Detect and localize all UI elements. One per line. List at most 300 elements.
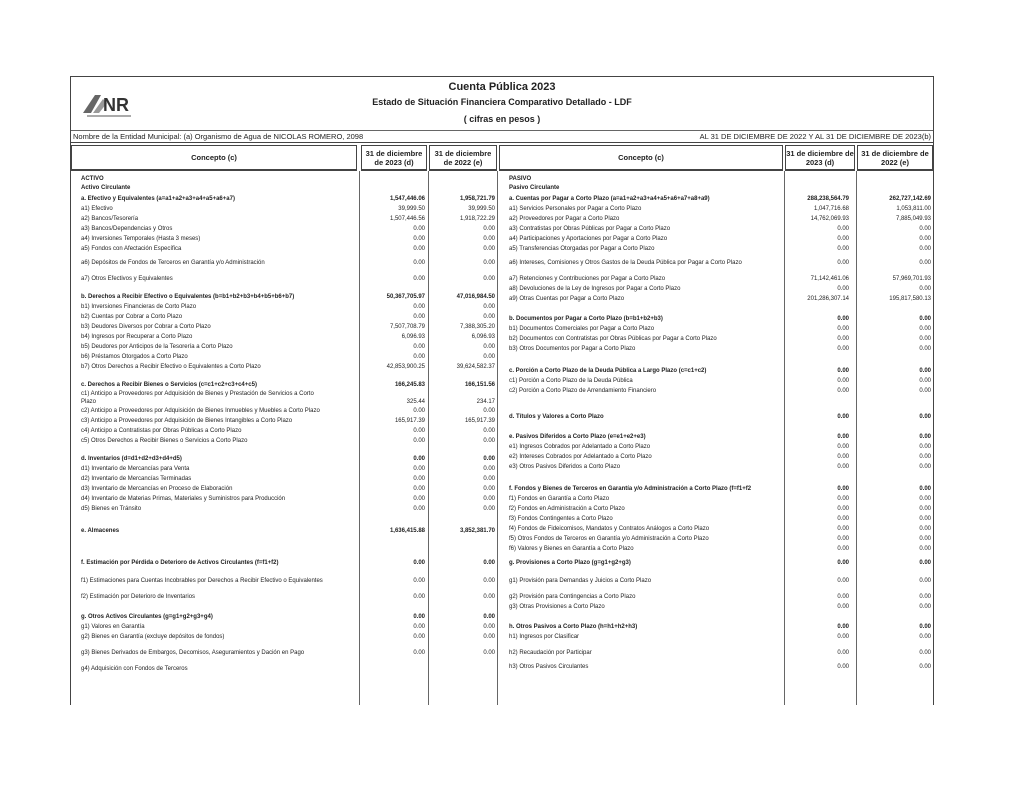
report-title: Cuenta Pública 2023: [448, 81, 556, 93]
value-2023: 0.00: [413, 236, 425, 242]
left-table-row: [81, 245, 495, 254]
value-2022: 0.00: [919, 506, 931, 512]
value-2022: 0.00: [919, 634, 931, 640]
concept-label: g1) Provisión para Demandas y Juicios a Corto Plazo: [509, 578, 652, 584]
right-table-row: [509, 663, 931, 672]
left-table-row: [81, 577, 495, 586]
right-table-row: [509, 577, 931, 586]
value-2023: 288,238,564.79: [807, 196, 849, 202]
left-table-row: [81, 613, 495, 622]
value-2023: 0.00: [837, 560, 849, 566]
value-2022: 234.17: [476, 399, 495, 405]
report-period: AL 31 DE DICIEMBRE DE 2022 Y AL 31 DE DICIEMBRE DE 2023(b): [699, 132, 931, 141]
right-table-row: [509, 453, 931, 462]
value-2022: 0.00: [919, 336, 931, 342]
concept-label: g. Provisiones a Corto Plazo (g=g1+g2+g3): [509, 560, 631, 566]
value-2023: 0.00: [413, 506, 425, 512]
concept-label: a5) Transferencias Otorgadas por Pagar a Corto Plazo: [509, 246, 655, 252]
value-2023: 0.00: [413, 438, 425, 444]
value-2023: 0.00: [837, 226, 849, 232]
value-2022: 0.00: [919, 536, 931, 542]
right-table-row: [509, 215, 931, 224]
right-table-row: [509, 633, 931, 642]
right-table-row: [509, 184, 931, 193]
value-2023: 1,547,446.06: [389, 196, 425, 202]
value-2022: 0.00: [919, 246, 931, 252]
right-table-row: [509, 505, 931, 514]
right-table-row: [509, 367, 931, 376]
value-2023: 42,853,900.25: [386, 364, 425, 370]
concept-label: a7) Otros Efectivos y Equivalentes: [81, 276, 173, 282]
value-2023: 71,142,461.06: [810, 276, 849, 282]
right-table-row: [509, 275, 931, 284]
left-table-row: [81, 485, 495, 494]
value-2022: 0.00: [483, 236, 495, 242]
value-2022: 0.00: [919, 526, 931, 532]
concept-label: c3) Anticipo a Proveedores por Adquisición de Bienes Intangibles a Corto Plazo: [81, 418, 293, 424]
left-table-row: [81, 275, 495, 284]
concept-label: d. Títulos y Valores a Corto Plazo: [509, 414, 604, 420]
value-2022: 47,016,984.50: [456, 294, 495, 300]
value-2023: 0.00: [413, 486, 425, 492]
concept-label: b2) Documentos con Contratistas por Obras Públicas por Pagar a Corto Plazo: [509, 336, 717, 342]
value-2022: 0.00: [919, 454, 931, 460]
value-2023: 0.00: [837, 624, 849, 630]
concept-label: f3) Fondos Contingentes a Corto Plazo: [509, 516, 613, 522]
value-2023: 50,367,705.97: [386, 294, 425, 300]
concept-label: c1) Porción a Corto Plazo de la Deuda Pública: [509, 378, 633, 384]
value-2022: 0.00: [919, 226, 931, 232]
concept-label: b2) Cuentas por Cobrar a Corto Plazo: [81, 314, 183, 320]
right-table-row: [509, 225, 931, 234]
right-table-row: [509, 593, 931, 602]
value-2022: 0.00: [483, 428, 495, 434]
value-2022: 1,918,722.29: [459, 216, 495, 222]
concept-label: Activo Circulante: [81, 185, 131, 191]
left-table-row: [81, 407, 495, 416]
right-table-row: [509, 485, 931, 494]
value-2023: 0.00: [413, 456, 425, 462]
concept-label: h2) Recaudación por Participar: [509, 650, 592, 656]
concept-label: d3) Inventario de Mercancías en Proceso de Elaboración: [81, 486, 233, 492]
concept-label: a8) Devoluciones de la Ley de Ingresos por Pagar a Corto Plazo: [509, 286, 681, 292]
left-table-row: [81, 465, 495, 474]
value-2023: 0.00: [413, 344, 425, 350]
value-2022: 6,096.93: [471, 334, 495, 340]
value-2023: 0.00: [837, 486, 849, 492]
value-2022: 0.00: [919, 464, 931, 470]
concept-label: e2) Intereses Cobrados por Adelantado a Corto Plazo: [509, 454, 652, 460]
value-2023: 0.00: [413, 428, 425, 434]
entity-name: Nombre de la Entidad Municipal: (a) Organismo de Agua de NICOLAS ROMERO, 2098: [73, 132, 364, 141]
header-2022-right: 31 de diciembre de 2022 (e): [857, 145, 933, 171]
left-table-row: [81, 455, 495, 464]
value-2022: 0.00: [483, 408, 495, 414]
value-2023: 0.00: [837, 346, 849, 352]
value-2023: 0.00: [413, 354, 425, 360]
left-table-row: [81, 437, 495, 446]
concept-label: e1) Ingresos Cobrados por Adelantado a Corto Plazo: [509, 444, 651, 450]
concept-label: a9) Otras Cuentas por Pagar a Corto Plazo: [509, 296, 625, 302]
concept-label: a4) Participaciones y Aportaciones por Pagar a Corto Plazo: [509, 236, 668, 242]
value-2023: 0.00: [413, 476, 425, 482]
right-table-row: [509, 377, 931, 386]
value-2023: 0.00: [413, 260, 425, 266]
concept-label: c2) Porción a Corto Plazo de Arrendamiento Financiero: [509, 388, 657, 394]
left-table-row: [81, 303, 495, 312]
value-2023: 0.00: [837, 464, 849, 470]
value-2022: 0.00: [483, 578, 495, 584]
concept-label: a2) Bancos/Tesorería: [81, 216, 139, 222]
value-2022: 0.00: [919, 560, 931, 566]
value-2023: 0.00: [413, 594, 425, 600]
value-2023: 0.00: [837, 414, 849, 420]
column-divider: [497, 171, 498, 705]
right-table-row: [509, 245, 931, 254]
concept-label: f2) Estimación por Deterioro de Inventarios: [81, 594, 196, 600]
value-2023: 0.00: [837, 516, 849, 522]
concept-label: d5) Bienes en Tránsito: [81, 506, 142, 512]
concept-label: b7) Otros Derechos a Recibir Efectivo o Equivalentes a Corto Plazo: [81, 364, 261, 370]
concept-label: h1) Ingresos por Clasificar: [509, 634, 580, 640]
left-table-row: [81, 353, 495, 362]
concept-label: b. Documentos por Pagar a Corto Plazo (b=b1+b2+b3): [509, 316, 663, 322]
value-2022: 165,917.39: [464, 418, 495, 424]
value-2023: 0.00: [837, 578, 849, 584]
value-2022: 7,388,305.20: [459, 324, 495, 330]
concept-label: c5) Otros Derechos a Recibir Bienes o Servicios a Corto Plazo: [81, 438, 248, 444]
value-2022: 0.00: [483, 456, 495, 462]
concept-label: g3) Otras Provisiones a Corto Plazo: [509, 604, 605, 610]
left-table-row: [81, 505, 495, 514]
value-2023: 0.00: [413, 226, 425, 232]
value-2022: 0.00: [919, 546, 931, 552]
value-2022: 262,727,142.69: [889, 196, 931, 202]
value-2022: 0.00: [483, 476, 495, 482]
value-2023: 325.44: [406, 399, 425, 405]
value-2022: 0.00: [919, 316, 931, 322]
concept-label: f. Fondos y Bienes de Terceros en Garantía y/o Administración a Corto Plazo (f=f1+f2: [509, 486, 752, 492]
value-2022: 0.00: [483, 226, 495, 232]
left-table-row: [81, 235, 495, 244]
value-2023: 0.00: [413, 578, 425, 584]
concept-label: PASIVO: [509, 176, 532, 182]
value-2022: 0.00: [483, 486, 495, 492]
value-2023: 166,245.83: [394, 382, 425, 388]
value-2023: 0.00: [837, 526, 849, 532]
concept-label: c1) Anticipo a Proveedores por Adquisición de Bienes y Prestación de Servicios a Corto: [81, 391, 314, 397]
right-table-row: [509, 623, 931, 632]
left-table-row: [81, 527, 495, 536]
left-table-row: [81, 417, 495, 426]
concept-label: a6) Intereses, Comisiones y Otros Gastos de la Deuda Pública por Pagar a Corto Plazo: [509, 260, 742, 266]
left-table-row: [81, 215, 495, 224]
concept-label: h. Otros Pasivos a Corto Plazo (h=h1+h2+h3): [509, 624, 638, 630]
value-2023: 0.00: [413, 650, 425, 656]
value-2023: 0.00: [413, 466, 425, 472]
left-table-row: [81, 381, 495, 390]
value-2022: 39,999.50: [468, 206, 495, 212]
concept-label: a. Cuentas por Pagar a Corto Plazo (a=a1+a2+a3+a4+a5+a6+a7+a8+a9): [509, 196, 710, 202]
value-2022: 0.00: [919, 486, 931, 492]
left-table-row: [81, 495, 495, 504]
concept-label: d1) Inventario de Mercancías para Venta: [81, 466, 190, 472]
concept-label: c4) Anticipo a Contratistas por Obras Públicas a Corto Plazo: [81, 428, 242, 434]
value-2022: 166,151.56: [464, 382, 495, 388]
value-2022: 0.00: [483, 594, 495, 600]
concept-label: a3) Bancos/Dependencias y Otros: [81, 226, 173, 232]
right-table-row: [509, 325, 931, 334]
left-table-row: [81, 184, 495, 193]
value-2022: 0.00: [919, 444, 931, 450]
concept-label: f4) Fondos de Fideicomisos, Mandatos y Contratos Análogos a Corto Plazo: [509, 526, 710, 532]
value-2022: 3,852,381.70: [459, 528, 495, 534]
value-2022: 39,624,582.37: [456, 364, 495, 370]
value-2022: 0.00: [483, 614, 495, 620]
value-2022: 0.00: [919, 414, 931, 420]
value-2023: 0.00: [837, 236, 849, 242]
right-table-row: [509, 495, 931, 504]
left-table-row: [81, 649, 495, 658]
value-2022: 0.00: [919, 260, 931, 266]
value-2022: 0.00: [483, 650, 495, 656]
value-2023: 0.00: [837, 650, 849, 656]
concept-label: d2) Inventario de Mercancías Terminadas: [81, 476, 192, 482]
left-table-row: [81, 665, 495, 674]
left-table-row: [81, 427, 495, 436]
value-2023: 6,096.93: [401, 334, 425, 340]
right-table-row: [509, 535, 931, 544]
value-2022: 0.00: [919, 346, 931, 352]
value-2023: 0.00: [837, 336, 849, 342]
left-table-row: [81, 475, 495, 484]
value-2022: 0.00: [483, 496, 495, 502]
value-2023: 0.00: [413, 560, 425, 566]
right-table-row: [509, 413, 931, 422]
concept-label: e3) Otros Pasivos Diferidos a Corto Plazo: [509, 464, 621, 470]
concept-label: b1) Inversiones Financieras de Corto Plazo: [81, 304, 197, 310]
right-table-row: [509, 259, 931, 268]
concept-label: b6) Préstamos Otorgados a Corto Plazo: [81, 354, 188, 360]
value-2022: 57,969,701.93: [892, 276, 931, 282]
left-table-row: [81, 593, 495, 602]
right-table-row: [509, 515, 931, 524]
value-2023: 7,507,708.79: [389, 324, 425, 330]
value-2022: 1,958,721.79: [459, 196, 495, 202]
value-2023: 0.00: [837, 506, 849, 512]
value-2023: 0.00: [837, 546, 849, 552]
value-2022: 0.00: [919, 434, 931, 440]
concept-label: g2) Bienes en Garantía (excluye depósitos de fondos): [81, 634, 225, 640]
value-2022: 0.00: [919, 378, 931, 384]
concept-label: a. Efectivo y Equivalentes (a=a1+a2+a3+a4+a5+a6+a7): [81, 196, 235, 202]
right-table-row: [509, 295, 931, 304]
concept-label: a6) Depósitos de Fondos de Terceros en Garantía y/o Administración: [81, 260, 265, 266]
value-2023: 0.00: [837, 444, 849, 450]
value-2023: 0.00: [837, 594, 849, 600]
value-2022: 0.00: [919, 326, 931, 332]
concept-label: b5) Deudores por Anticipos de la Tesorería a Corto Plazo: [81, 344, 233, 350]
right-table-row: [509, 545, 931, 554]
concept-label: c2) Anticipo a Proveedores por Adquisición de Bienes Inmuebles y Muebles a Corto Plazo: [81, 408, 320, 414]
value-2022: 0.00: [483, 354, 495, 360]
value-2023: 0.00: [837, 536, 849, 542]
value-2023: 165,917.39: [394, 418, 425, 424]
right-table-row: [509, 433, 931, 442]
left-table-row: [81, 205, 495, 214]
value-2022: 0.00: [919, 650, 931, 656]
value-2023: 0.00: [413, 408, 425, 414]
value-2022: 0.00: [919, 604, 931, 610]
value-2022: 0.00: [483, 560, 495, 566]
value-2022: 0.00: [919, 594, 931, 600]
concept-label: b3) Deudores Diversos por Cobrar a Corto Plazo: [81, 324, 211, 330]
left-table-row: [81, 559, 495, 568]
concept-label: b3) Otros Documentos por Pagar a Corto Plazo: [509, 346, 636, 352]
right-table-row: [509, 525, 931, 534]
header-2023-left: 31 de diciembre de 2023 (d): [361, 145, 427, 171]
right-table-row: [509, 205, 931, 214]
concept-label: a2) Proveedores por Pagar a Corto Plazo: [509, 216, 620, 222]
value-2022: 1,053,811.00: [896, 206, 931, 212]
concept-label: c. Derechos a Recibir Bienes o Servicios (c=c1+c2+c3+c4+c5): [81, 382, 257, 388]
right-table-row: [509, 235, 931, 244]
concept-label: e. Almacenes: [81, 528, 120, 534]
left-table-row: [81, 343, 495, 352]
concept-label: ACTIVO: [81, 176, 104, 182]
value-2022: 0.00: [483, 506, 495, 512]
left-table-row: [81, 293, 495, 302]
value-2023: 0.00: [837, 496, 849, 502]
value-2023: 0.00: [837, 316, 849, 322]
right-table-row: [509, 443, 931, 452]
value-2023: 0.00: [413, 314, 425, 320]
header-concepto-right: Concepto (c): [499, 145, 783, 171]
report-header: [71, 77, 933, 130]
left-table-row: [81, 623, 495, 632]
concept-label: a3) Contratistas por Obras Públicas por Pagar a Corto Plazo: [509, 226, 671, 232]
concept-label: c. Porción a Corto Plazo de la Deuda Pública a Largo Plazo (c=c1+c2): [509, 368, 707, 374]
concept-label: g4) Adquisición con Fondos de Terceros: [81, 666, 188, 672]
value-2023: 0.00: [413, 276, 425, 282]
left-table-row: [81, 175, 495, 184]
right-table-row: [509, 175, 931, 184]
entity-line: [71, 130, 933, 143]
value-2022: 0.00: [919, 624, 931, 630]
value-2023: 0.00: [413, 304, 425, 310]
value-2023: 0.00: [837, 260, 849, 266]
report-frame: [70, 76, 934, 705]
report-subtitle: Estado de Situación Financiera Comparativo Detallado - LDF: [372, 97, 632, 107]
report-units: ( cifras en pesos ): [463, 114, 541, 124]
value-2022: 0.00: [919, 516, 931, 522]
concept-label: d. Inventarios (d=d1+d2+d3+d4+d5): [81, 456, 182, 462]
value-2023: 0.00: [837, 604, 849, 610]
right-table-row: [509, 387, 931, 396]
value-2023: 0.00: [413, 246, 425, 252]
concept-label: a1) Efectivo: [81, 206, 113, 212]
value-2023: 0.00: [837, 454, 849, 460]
header-2023-right: 31 de diciembre de 2023 (d): [785, 145, 855, 171]
value-2023: 0.00: [837, 378, 849, 384]
concept-label: f6) Valores y Bienes en Garantía a Corto Plazo: [509, 546, 634, 552]
concept-label: f2) Fondos en Administración a Corto Plazo: [509, 506, 625, 512]
concept-label: h3) Otros Pasivos Circulantes: [509, 664, 589, 670]
value-2022: 0.00: [919, 236, 931, 242]
concept-label: e. Pasivos Diferidos a Corto Plazo (e=e1+e2+e3): [509, 434, 646, 440]
concept-label: d4) Inventario de Materias Primas, Materiales y Suministros para Producción: [81, 496, 286, 502]
value-2022: 0.00: [483, 314, 495, 320]
concept-label: b. Derechos a Recibir Efectivo o Equivalentes (b=b1+b2+b3+b4+b5+b6+b7): [81, 294, 295, 300]
value-2022: 195,817,580.13: [889, 296, 931, 302]
concept-label: a1) Servicios Personales por Pagar a Corto Plazo: [509, 206, 642, 212]
value-2023: 0.00: [837, 286, 849, 292]
header-2022-left: 31 de diciembre de 2022 (e): [429, 145, 497, 171]
left-table-row: [81, 323, 495, 332]
left-table-row: [81, 333, 495, 342]
concept-label: g. Otros Activos Circulantes (g=g1+g2+g3+g4): [81, 614, 213, 620]
concept-label: Pasivo Circulante: [509, 185, 560, 191]
left-table-row: [81, 195, 495, 204]
value-2023: 0.00: [837, 368, 849, 374]
concept-label: f1) Estimaciones para Cuentas Incobrables por Derechos a Recibir Efectivo o Equivalentes: [81, 578, 323, 584]
left-table-row: [81, 313, 495, 322]
concept-label: a7) Retenciones y Contribuciones por Pagar a Corto Plazo: [509, 276, 666, 282]
concept-label: f. Estimación por Pérdida o Deterioro de Activos Circulantes (f=f1+f2): [81, 560, 279, 566]
left-table-row: [81, 259, 495, 268]
value-2022: 0.00: [483, 624, 495, 630]
value-2022: 0.00: [919, 578, 931, 584]
left-table-row: [81, 363, 495, 372]
right-table-row: [509, 315, 931, 324]
value-2022: 0.00: [483, 634, 495, 640]
value-2022: 0.00: [483, 246, 495, 252]
right-table-row: [509, 559, 931, 568]
value-2022: 0.00: [483, 260, 495, 266]
value-2022: 0.00: [919, 664, 931, 670]
concept-label: b4) Ingresos por Recuperar a Corto Plazo: [81, 334, 193, 340]
value-2022: 0.00: [919, 496, 931, 502]
value-2023: 201,286,307.14: [807, 296, 849, 302]
right-table-row: [509, 345, 931, 354]
value-2023: 0.00: [837, 326, 849, 332]
concept-label: b1) Documentos Comerciales por Pagar a Corto Plazo: [509, 326, 655, 332]
svg-text:NR: NR: [103, 95, 129, 115]
value-2023: 0.00: [837, 434, 849, 440]
value-2023: 0.00: [413, 634, 425, 640]
right-table-row: [509, 603, 931, 612]
value-2022: 0.00: [483, 438, 495, 444]
value-2023: 0.00: [837, 634, 849, 640]
value-2022: 0.00: [483, 466, 495, 472]
value-2023: 0.00: [413, 496, 425, 502]
right-table-row: [509, 463, 931, 472]
value-2023: 0.00: [413, 624, 425, 630]
left-table-row: [81, 225, 495, 234]
right-table-row: [509, 335, 931, 344]
concept-label: f5) Otros Fondos de Terceros en Garantía y/o Administración a Corto Plazo: [509, 536, 709, 542]
left-table-row: [81, 398, 495, 407]
value-2023: 39,999.50: [398, 206, 425, 212]
concept-label: g3) Bienes Derivados de Embargos, Decomisos, Aseguramientos y Dación en Pago: [81, 650, 305, 656]
right-table-row: [509, 195, 931, 204]
value-2022: 0.00: [919, 388, 931, 394]
right-table-row: [509, 649, 931, 658]
value-2022: 0.00: [919, 368, 931, 374]
value-2023: 0.00: [837, 388, 849, 394]
concept-label: Plazo: [81, 399, 97, 405]
concept-label: f1) Fondos en Garantía a Corto Plazo: [509, 496, 610, 502]
